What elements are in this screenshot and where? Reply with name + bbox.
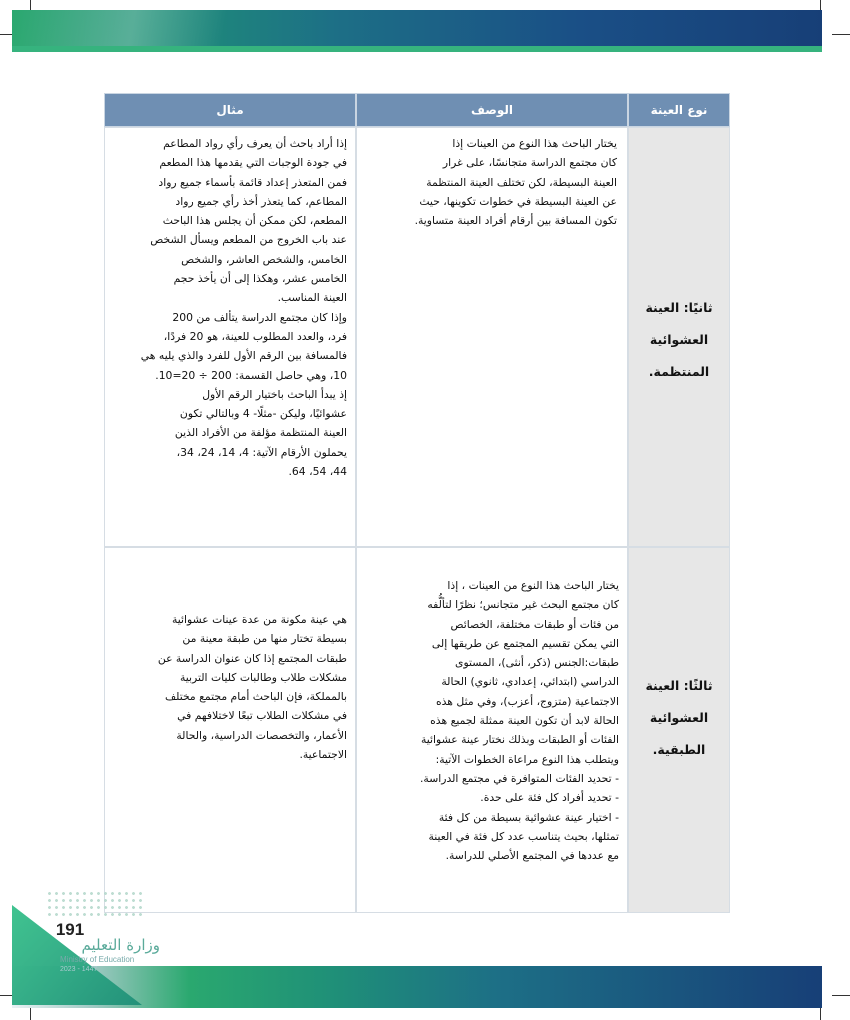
- logo-english-text: Ministry of Education: [60, 955, 135, 964]
- row-2-example: هي عينة مكونة من عدة عينات عشوائية بسيطة تختار منها من طبقة معينة من طبقات المجتمع إذا كان عنوان الدراسة عن مشكلات طلاب وطالبات كليات التربية بالمملكة، فإن الباحث أمام مجتمع مختلف في مشكلات الطلاب تبعًا لاختلافهم في الأعمار، والتخصصات الدراسية، والحالة الاجتماعية.: [157, 613, 347, 762]
- crop-mark: [832, 34, 850, 35]
- row-1-example: إذا أراد باحث أن يعرف رأي رواد المطاعم في جودة الوجبات التي يقدمها هذا المطعم فمن المتعذر إعداد قائمة بأسماء جميع رواد المطاعم، كما يتعذر أخذ رأي جميع رواد المطعم، لكن ممكن أن يجلس هذا الباحث عند باب الخروج من المطعم ويسأل الشخص الخامس، والشخص العاشر، والشخص الخامس عشر، وهكذا إلى أن يأخذ حجم العينة المناسب. وإذا كان مجتمع الدراسة يتألف من 200 فرد، والعدد المطلوب للعينة، هو 20 فردًا، فالمسافة بين الرقم الأول للفرد والذي يليه هي 10، وهي حاصل القسمة: 200 ÷ 20=10. إذ يبدأ الباحث باختيار الرقم الأول عشوائيًا، وليكن -مثلًا- 4 وبالتالي تكون العينة المنتظمة مؤلفة من الأفراد الذين يحملون الأرقام الآتية: 4، 14، 24، 34، 44، 54، 64.: [140, 137, 347, 479]
- logo-arabic-text: وزارة التعليم: [81, 936, 160, 954]
- header-type: نوع العينة: [628, 93, 730, 127]
- logo-year: 2023 - 1447: [60, 966, 98, 973]
- page-number: 191: [55, 920, 85, 939]
- header-description: الوصف: [356, 93, 628, 127]
- row-1-type: ثانيًا: العينة العشوائية المنتظمة.: [645, 300, 713, 379]
- ministry-logo: [60, 935, 160, 969]
- row-2-type: ثالثًا: العينة العشوائية الطبقية.: [645, 678, 713, 757]
- row-1-description: يختار الباحث هذا النوع من العينات إذا كان مجتمع الدراسة متجانسًا، على غرار العينة البسيطة، لكن تختلف العينة المنتظمة عن العينة البسيطة في خطوات تكوينها، حيث تكون المسافة بين أرقام أفراد العينة متساوية.: [414, 137, 617, 228]
- top-banner-stripe: [12, 46, 822, 52]
- table-row-1-type-cell: [628, 127, 730, 547]
- table-row-2-type-cell: [628, 547, 730, 913]
- row-2-description: يختار الباحث هذا النوع من العينات ، إذا كان مجتمع البحث غير متجانس؛ نظرًا لتألُّفه من فئات أو طبقات مختلفة، الخصائص التي يمكن تقسيم المجتمع عن طريقها إلى طبقات:الجنس (ذكر، أنثى)، المستوى الدراسي (ابتدائي، إعدادي، ثانوي) الحالة الاجتماعية (متزوج، أعزب)، وفي مثل هذه الحالة لابد أن تكون العينة ممثلة لجميع هذه الفئات أو الطبقات وبذلك نختار عينة عشوائية ويتطلب هذا النوع مراعاة الخطوات الآتية: - تحديد الفئات المتوافرة في مجتمع الدراسة. - تحديد أفراد كل فئة على حدة. - اختيار عينة عشوائية بسيطة من كل فئة تمثلها، بحيث يتناسب عدد كل فئة في العينة مع عددها في المجتمع الأصلي للدراسة.: [419, 579, 619, 863]
- header-example: مثال: [104, 93, 356, 127]
- table-row-2-description-cell: [356, 547, 628, 913]
- table-row-2-example-cell: [104, 547, 356, 913]
- table-row-1-example-cell: [104, 127, 356, 547]
- table-row-1-description-cell: [356, 127, 628, 547]
- crop-mark: [832, 995, 850, 996]
- dot-pattern: [46, 890, 146, 920]
